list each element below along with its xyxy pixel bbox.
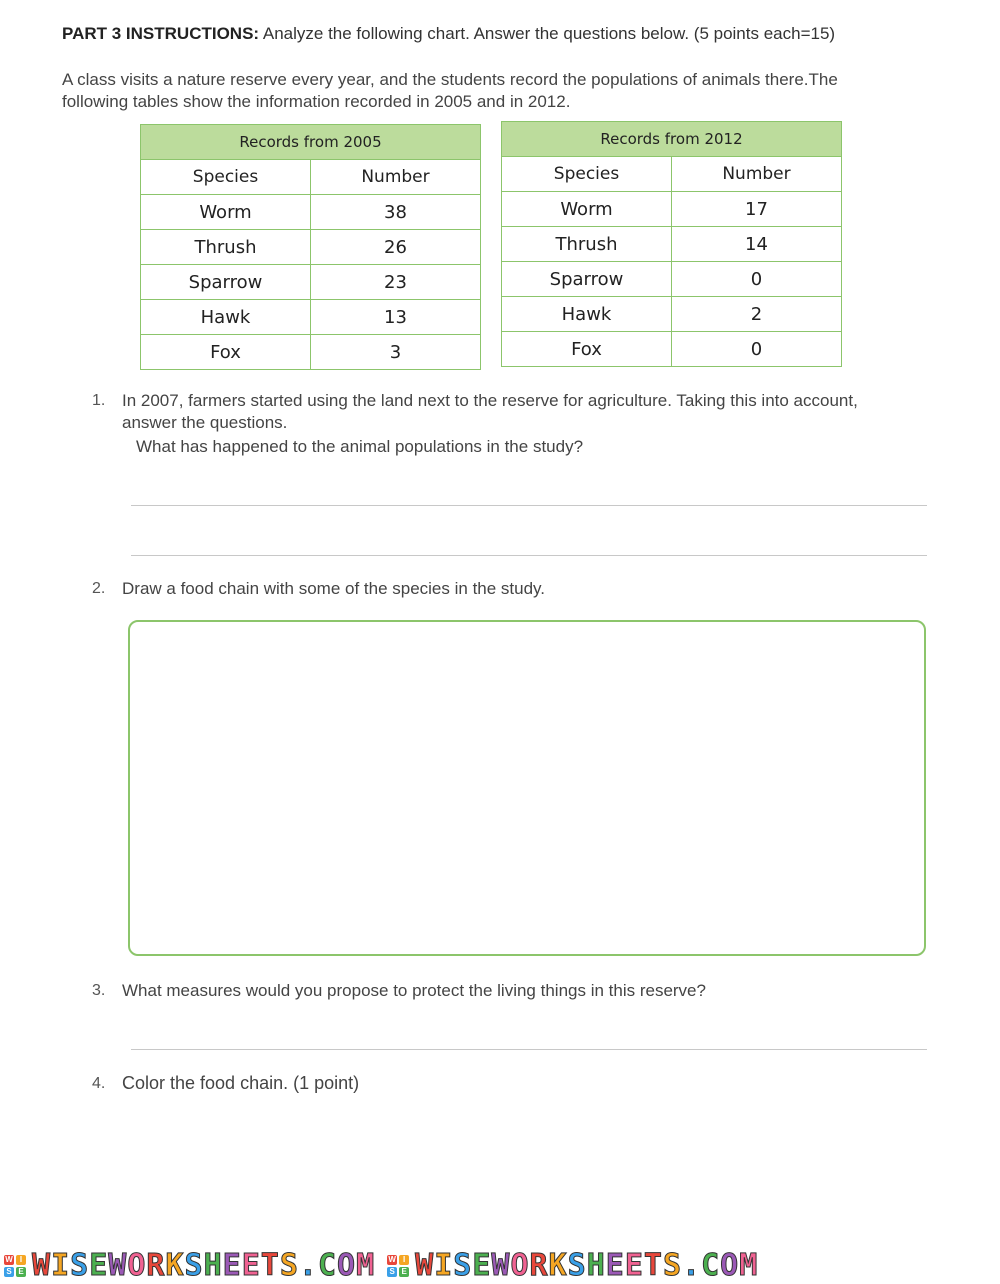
logo-letter: I: [16, 1255, 26, 1265]
instructions-label: PART 3 INSTRUCTIONS:: [62, 24, 260, 43]
table-row: [502, 227, 842, 262]
records-2005-table: [140, 124, 481, 370]
logo-letter: S: [387, 1267, 397, 1277]
column-header-number: Number: [672, 157, 842, 192]
brand-logo-icon: [4, 1255, 26, 1277]
table-caption: Records from 2012: [502, 122, 842, 157]
species-cell: Thrush: [502, 227, 672, 262]
column-header-species: Species: [502, 157, 672, 192]
answer-line-1b[interactable]: [131, 555, 927, 556]
table-row: [141, 335, 481, 370]
table-row: [141, 265, 481, 300]
brand-logo-icon: [387, 1255, 409, 1277]
number-cell: 17: [672, 192, 842, 227]
question-2-text: Draw a food chain with some of the species in the study.: [122, 579, 546, 598]
question-2-number: 2.: [92, 580, 106, 597]
logo-letter: E: [16, 1267, 26, 1277]
logo-letter: W: [388, 1254, 396, 1264]
instructions-text: Analyze the following chart. Answer the questions below. (5 points each=15): [259, 24, 836, 43]
species-cell: Hawk: [141, 300, 311, 335]
species-cell: Sparrow: [141, 265, 311, 300]
number-cell: 0: [672, 262, 842, 297]
number-cell: 3: [311, 335, 481, 370]
instructions-line: [62, 24, 835, 44]
question-1-line-3: What has happened to the animal populations in the study?: [136, 437, 584, 456]
table-row: [141, 300, 481, 335]
question-1-line-2: answer the questions.: [122, 413, 288, 432]
column-header-number: Number: [311, 160, 481, 195]
column-header-species: Species: [141, 160, 311, 195]
question-1-line-1: In 2007, farmers started using the land next to the reserve for agriculture. Taking this into account,: [122, 391, 858, 410]
species-cell: Worm: [141, 195, 311, 230]
answer-line-3[interactable]: [131, 1049, 927, 1050]
species-cell: Sparrow: [502, 262, 672, 297]
question-4-number: 4.: [92, 1075, 106, 1092]
logo-letter: E: [399, 1267, 409, 1277]
answer-line-1a[interactable]: [131, 505, 927, 506]
number-cell: 0: [672, 332, 842, 367]
food-chain-drawing-box[interactable]: [128, 620, 926, 956]
question-3-number: 3.: [92, 982, 106, 999]
footer-branding: [0, 1247, 1000, 1284]
species-cell: Hawk: [502, 297, 672, 332]
species-cell: Fox: [141, 335, 311, 370]
number-cell: 2: [672, 297, 842, 332]
number-cell: 26: [311, 230, 481, 265]
table-row: [141, 230, 481, 265]
table-row: [141, 195, 481, 230]
logo-letter: W: [5, 1254, 13, 1264]
table-row: [502, 192, 842, 227]
table-caption: Records from 2005: [141, 125, 481, 160]
question-1-number: 1.: [92, 392, 106, 409]
records-2012-table: [501, 121, 842, 367]
species-cell: Fox: [502, 332, 672, 367]
brand-name: WISEWORKSHEETS.COM: [415, 1247, 759, 1283]
logo-letter: I: [399, 1255, 409, 1265]
intro-line-2: following tables show the information recorded in 2005 and in 2012.: [62, 92, 571, 111]
number-cell: 14: [672, 227, 842, 262]
brand-group: [0, 1249, 375, 1283]
number-cell: 13: [311, 300, 481, 335]
number-cell: 23: [311, 265, 481, 300]
table-row: [502, 262, 842, 297]
species-cell: Thrush: [141, 230, 311, 265]
brand-group: [383, 1249, 758, 1283]
question-3-text: What measures would you propose to protect the living things in this reserve?: [122, 981, 706, 1000]
species-cell: Worm: [502, 192, 672, 227]
table-row: [502, 332, 842, 367]
logo-letter: S: [4, 1267, 14, 1277]
intro-line-1: A class visits a nature reserve every year, and the students record the populations of animals there.The: [62, 70, 838, 89]
question-4-text: Color the food chain. (1 point): [122, 1073, 360, 1093]
brand-name: WISEWORKSHEETS.COM: [32, 1247, 376, 1283]
number-cell: 38: [311, 195, 481, 230]
intro-paragraph: [62, 69, 942, 113]
table-row: [502, 297, 842, 332]
